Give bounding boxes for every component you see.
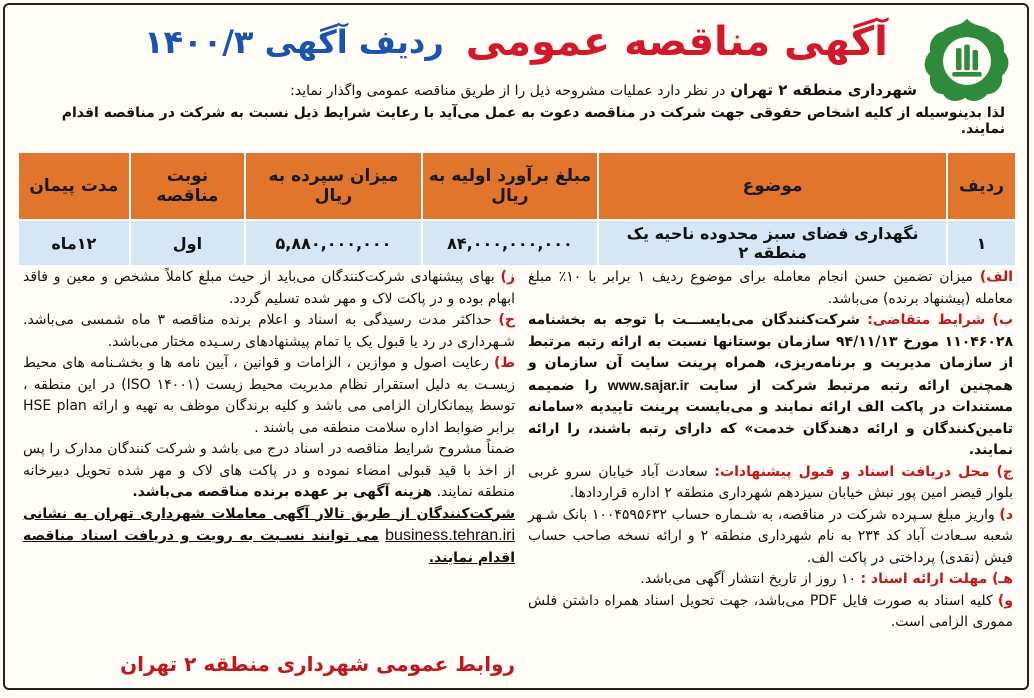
condition-d-text: واریز مبلغ سـپرده شرکت در مناقصه، به شـماره حساب ۱۰۰۴۵۹۵۶۳۲ بانک شـهر شعبه سـعادت آباد کد ۲۳۴ به نام شهرداری منطقه ۲ و ارائه نسخه صاحب حساب فیش (نقدی) پرداختی در پاکت الف. xyxy=(528,506,1013,566)
col-header-row-number: ردیف xyxy=(947,152,1016,220)
condition-h2-text: حداکثر مدت رسیدگی به اسناد و اعلام برنده مناقصه ۳ ماه شمسی می‌باشد. شـهرداری در رد یا قبول یک یا تمام پیشنهادهای رسـیده مختار می‌باشد. xyxy=(23,312,515,350)
condition-a-label: الف) xyxy=(979,269,1014,285)
cell-deposit: ۵,۸۸۰,۰۰۰,۰۰۰ xyxy=(245,220,421,266)
condition-h-label: هـ) مهلت ارائه اسناد : xyxy=(860,571,1013,587)
note-documents-text: ضمناً مشروح شرایط مناقصه در اسناد درج می باشد و شرکت کنندگان مدارک را پس از اخذ با قید قبولی امضاء نموده و در پاکت های لاک و مهر شده تحویل دبیرخانه منطقه نمایند. xyxy=(23,441,515,500)
condition-a xyxy=(528,267,1013,310)
note-documents xyxy=(23,439,515,504)
cell-duration: ۱۲ماه xyxy=(18,220,130,266)
condition-z-label: ز) xyxy=(500,269,516,285)
signoff-public-relations: روابط عمومی شهرداری منطقه ۲ تهران xyxy=(120,651,515,676)
condition-h-text: ۱۰ روز از تاریخ انتشار آگهی می‌باشد. xyxy=(640,571,856,587)
condition-h xyxy=(528,569,1013,591)
condition-b-text-2: را ضمیمه مستندات در پاکت الف ارائه نمایند و می‌بایست پرینت تاییدیه «سامانه تامین‌کنندگان و ارائه دهندگان خدمت» که دارای رتبه باشند، را ارائه نمایند. xyxy=(528,377,1013,458)
condition-h2 xyxy=(23,310,515,353)
condition-z-text: بهای پیشنهادی شرکت‌کنندگان می‌باید از حیث مبلغ کاملاً مشخص و معین و فاقد ابهام بوده و در پاکت لاک و مهر شده تسلیم گردد. xyxy=(23,269,515,307)
conditions-right-column xyxy=(528,267,1013,685)
note-portal xyxy=(23,504,515,570)
cell-round: اول xyxy=(130,220,246,266)
cell-subject: نگهداری فضای سبز محدوده ناحیه یک منطقه ۲ xyxy=(598,220,947,266)
portal-link[interactable]: business.tehran.iri xyxy=(385,527,515,544)
table-header-row xyxy=(18,152,1016,220)
note-portal-bold: شرکت‌کنندگان از طریق تالار آگهی معاملات شهرداری تهران به نشانی xyxy=(23,505,515,522)
conditions xyxy=(17,267,1017,685)
condition-c-label: ج) محل دریافت اسناد و قبول پیشنهادات: xyxy=(714,463,1014,480)
col-header-estimate: مبلغ برآورد اولیه به ریال xyxy=(422,152,598,220)
intro-text: در نظر دارد عملیات مشروحه ذیل را از طریق مناقصه عمومی واگذار نماید: xyxy=(290,83,726,99)
intro-line-1 xyxy=(25,81,917,99)
condition-z xyxy=(23,267,515,310)
ad-row-number: ردیف آگهی ۱۴۰۰/۳ xyxy=(144,23,444,61)
tehran-municipality-logo xyxy=(921,15,1013,107)
note-ad-cost: هزینه آگهی بر عهده برنده مناقصه می‌باشد. xyxy=(132,484,433,500)
condition-c-text: سعادت آباد خیابان سرو غربی بلوار قیصر امین پور نبش خیابان سیزدهم شهرداری منطقه ۲ اداره قراردادها. xyxy=(528,463,1013,501)
condition-b-text-1: شرکت‌کنندگان می‌بایســـت با توجه به بخشنامه ۱۱۰۴۶۰۲۸ مورخ ۹۴/۱۱/۱۳ سازمان بوستانها نسبت به ارائه رتبه مرتبط از سازمان مدیریت و برنامه‌ریزی، همراه پرینت سایت آن سازمان و همچنین ارائه رتبه مرتبط شرکت از سایت xyxy=(528,312,1014,394)
conditions-left-column xyxy=(23,267,515,685)
condition-a-text: میزان تضمین حسن انجام معامله برای موضوع ردیف ۱ برابر با ۱۰٪ مبلغ معامله (پیشنهاد برنده) می‌باشد. xyxy=(528,269,1013,307)
col-header-duration: مدت پیمان xyxy=(18,152,130,220)
note-portal-rest: می توانند نسـبت به رویت و دریافت اسناد مناقصه اقدام نمایند. xyxy=(23,528,515,566)
col-header-subject: موضوع xyxy=(598,152,947,220)
condition-v xyxy=(528,591,1013,634)
tender-notice xyxy=(3,3,1029,690)
col-header-deposit: میزان سپرده به ریال xyxy=(245,152,421,220)
condition-v-text: کلیه اسناد به صورت فایل PDF می‌باشد، جهت تحویل اسناد همراه داشتن فلش مموری الزامی است. xyxy=(528,592,1013,630)
intro-municipality: شهرداری منطقه ۲ تهران xyxy=(730,81,917,99)
col-header-round: نوبت مناقصه xyxy=(130,152,246,220)
condition-b-site: www.sajar.ir xyxy=(607,376,689,393)
condition-b xyxy=(528,310,1013,462)
tender-table xyxy=(17,151,1017,267)
condition-d xyxy=(528,505,1013,570)
condition-h2-label: ح) xyxy=(498,312,516,328)
intro-line-2: لذا بدینوسیله از کلیه اشخاص حقوقی جهت شرکت در مناقصه دعوت به عمل می‌آید با رعایت شرایط ذیل نسبت به شرکت در مناقصه اقدام نمایند. xyxy=(61,105,1005,137)
cell-row-number: ۱ xyxy=(947,220,1016,266)
condition-t xyxy=(23,353,515,439)
condition-t-label: ط) xyxy=(494,355,515,371)
condition-t-text: رعایت اصول و موازین ، الزامات و قوانین ، آیین نامه ها و بخشـنامه های محیط زیسـت به دلیل استقرار نظام مدیریت محیط زیست (۱۴۰۰۱ ISO) در این منطقه ، توسط پیمانکاران الزامی می باشد و کلیه برندگان موظف به تهیه و ارائه HSE plan برابر ضوابط اداره سلامت منطقه می باشند . xyxy=(23,355,516,436)
title-row xyxy=(125,11,907,73)
notice-title: آگهی مناقصه عمومی xyxy=(465,19,888,65)
condition-b-label: ب) شرایط متقاضی: xyxy=(867,312,1014,328)
condition-c xyxy=(528,462,1013,505)
condition-v-label: و) xyxy=(997,592,1014,609)
condition-d-label: د) xyxy=(999,506,1014,523)
table-row xyxy=(18,220,1016,266)
cell-estimate: ۸۴,۰۰۰,۰۰۰,۰۰۰ xyxy=(422,220,598,266)
